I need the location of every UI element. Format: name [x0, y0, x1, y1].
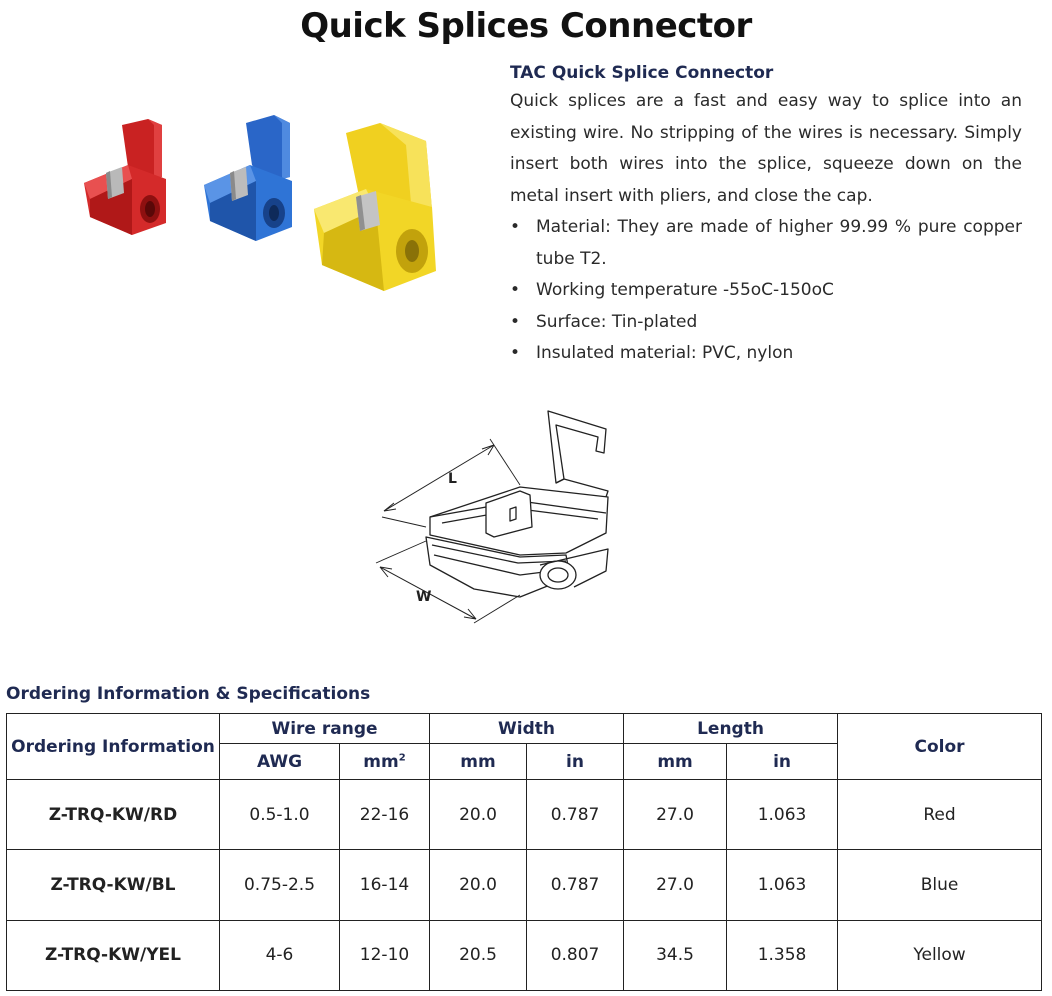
dimension-label-length: L — [448, 471, 457, 487]
header-awg: AWG — [220, 744, 340, 780]
header-length-mm: mm — [624, 744, 727, 780]
dimension-diagram — [370, 405, 610, 630]
feature-item-temperature — [510, 275, 1022, 307]
feature-item-material — [510, 212, 1022, 275]
header-length: Length — [624, 714, 838, 744]
cell-code: Z-TRQ-KW/BL — [7, 850, 220, 920]
header-color: Color — [838, 714, 1042, 780]
cell-color: Red — [838, 780, 1042, 850]
cell-width-mm: 20.5 — [430, 920, 527, 990]
spec-heading: Ordering Information & Specifications — [6, 684, 371, 704]
feature-item-surface — [510, 307, 1022, 339]
header-width-mm: mm — [430, 744, 527, 780]
bullet-icon: • — [510, 217, 521, 237]
cell-awg: 0.5-1.0 — [220, 780, 340, 850]
header-mm2: $mm^2$ — [340, 744, 430, 780]
cell-length-mm: 34.5 — [624, 920, 727, 990]
blue-connector — [204, 115, 292, 241]
product-description — [510, 60, 1022, 370]
feature-text: Surface: Tin-plated — [536, 311, 698, 332]
feature-list — [510, 212, 1022, 370]
cell-awg: 4-6 — [220, 920, 340, 990]
header-length-in: in — [727, 744, 838, 780]
cell-width-in: 0.807 — [527, 920, 624, 990]
table-row — [7, 780, 1042, 850]
spec-table — [6, 713, 1042, 991]
cell-length-in: 1.063 — [727, 780, 838, 850]
cell-width-mm: 20.0 — [430, 780, 527, 850]
cell-mm2: 12-10 — [340, 920, 430, 990]
table-row — [7, 850, 1042, 920]
feature-text: Working temperature -55oC-150oC — [536, 280, 834, 300]
bullet-icon: • — [510, 343, 521, 363]
cell-mm2: 16-14 — [340, 850, 430, 920]
red-connector — [84, 119, 166, 235]
cell-color: Blue — [838, 850, 1042, 920]
bullet-icon: • — [510, 311, 521, 332]
page-title: Quick Splices Connector — [300, 6, 752, 46]
description-paragraph: Quick splices are a fast and easy way to splice into an existing wire. No stripping of the wires is necessary. Simply insert both wires into the splice, squeeze down on the metal insert with pliers, and close the cap. — [510, 91, 1022, 206]
cell-length-in: 1.358 — [727, 920, 838, 990]
superscript-2: 2 — [398, 751, 406, 763]
cell-length-mm: 27.0 — [624, 850, 727, 920]
bullet-icon: • — [510, 280, 521, 300]
cell-mm2: 22-16 — [340, 780, 430, 850]
header-width-in: in — [527, 744, 624, 780]
cell-length-mm: 27.0 — [624, 780, 727, 850]
cell-code: Z-TRQ-KW/YEL — [7, 920, 220, 990]
cell-color: Yellow — [838, 920, 1042, 990]
header-ordering-information: Ordering Information — [7, 714, 220, 780]
dimension-label-width: W — [416, 589, 432, 605]
feature-text: Material: They are made of higher 99.99 % pure copper tube T2. — [536, 217, 1022, 269]
cell-width-in: 0.787 — [527, 780, 624, 850]
feature-item-insulation — [510, 338, 1022, 370]
cell-awg: 0.75-2.5 — [220, 850, 340, 920]
cell-width-in: 0.787 — [527, 850, 624, 920]
description-heading: TAC Quick Splice Connector — [510, 63, 774, 83]
header-width: Width — [430, 714, 624, 744]
header-wire-range: Wire range — [220, 714, 430, 744]
cell-length-in: 1.063 — [727, 850, 838, 920]
cell-code: Z-TRQ-KW/RD — [7, 780, 220, 850]
feature-text: Insulated material: PVC, nylon — [536, 343, 794, 363]
yellow-connector — [314, 123, 436, 291]
product-photo — [70, 105, 470, 315]
table-row — [7, 920, 1042, 990]
cell-width-mm: 20.0 — [430, 850, 527, 920]
